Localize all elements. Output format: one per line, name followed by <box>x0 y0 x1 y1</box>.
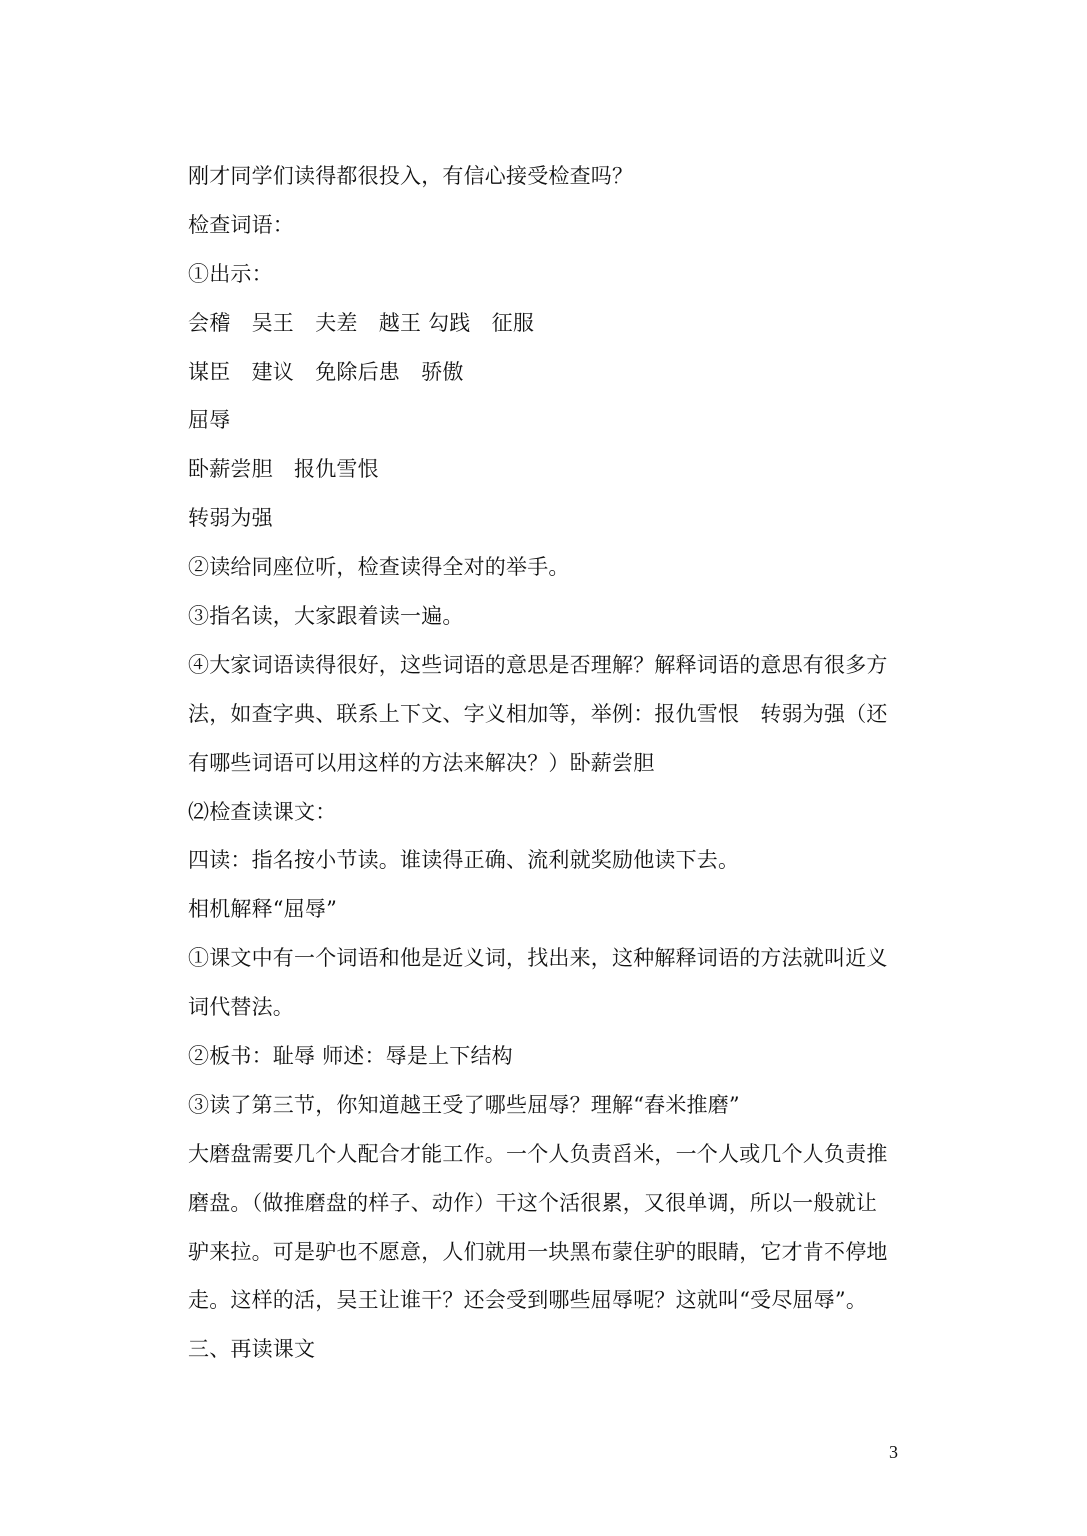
text-line: 驴来拉。可是驴也不愿意，人们就用一块黑布蒙住驴的眼睛，它才肯不停地 <box>188 1239 888 1264</box>
text-line: 屈辱 <box>188 408 231 433</box>
text-line: ③读了第三节，你知道越王受了哪些屈辱？理解“舂米推磨” <box>188 1092 740 1117</box>
text-line: ②板书：耻辱 师述：辱是上下结构 <box>188 1044 513 1069</box>
text-line: 磨盘。（做推磨盘的样子、动作）干这个活很累，又很单调，所以一般就让 <box>188 1190 878 1215</box>
text-line: 三、再读课文 <box>188 1337 316 1362</box>
text-line: 会稽 吴王 夫差 越王 勾践 征服 <box>188 310 535 335</box>
text-line: 检查词语： <box>188 212 294 237</box>
text-line: 卧薪尝胆 报仇雪恨 <box>188 457 379 482</box>
text-line: ③指名读，大家跟着读一遍。 <box>188 604 464 629</box>
text-line: 刚才同学们读得都很投入，有信心接受检查吗？ <box>188 164 634 188</box>
text-line: 有哪些词语可以用这样的方法来解决？）卧薪尝胆 <box>188 750 655 775</box>
text-line: 大磨盘需要几个人配合才能工作。一个人负责舀米，一个人或几个人负责推 <box>188 1141 888 1166</box>
text-line: ⑵检查读课文： <box>188 799 337 824</box>
text-line: ④大家词语读得很好，这些词语的意思是否理解？解释词语的意思有很多方 <box>188 652 888 677</box>
text-line: 法，如查字典、联系上下文、字义相加等，举例：报仇雪恨 转弱为强（还 <box>188 701 888 726</box>
text-line: 词代替法。 <box>188 995 294 1020</box>
document-body <box>188 152 910 1374</box>
text-line: ①出示： <box>188 261 273 286</box>
text-line: 相机解释“屈辱” <box>188 897 338 922</box>
text-line: ②读给同座位听，检查读得全对的举手。 <box>188 555 570 580</box>
text-line: 转弱为强 <box>188 506 273 531</box>
text-line: 谋臣 建议 免除后患 骄傲 <box>188 359 464 384</box>
text-line: ①课文中有一个词语和他是近义词，找出来，这种解释词语的方法就叫近义 <box>188 946 888 971</box>
text-line: 四读：指名按小节读。谁读得正确、流利就奖励他读下去。 <box>188 848 740 873</box>
page-number: 3 <box>889 1442 898 1462</box>
text-line: 走。这样的活，吴王让谁干？还会受到哪些屈辱呢？这就叫“受尽屈辱”。 <box>188 1288 868 1313</box>
